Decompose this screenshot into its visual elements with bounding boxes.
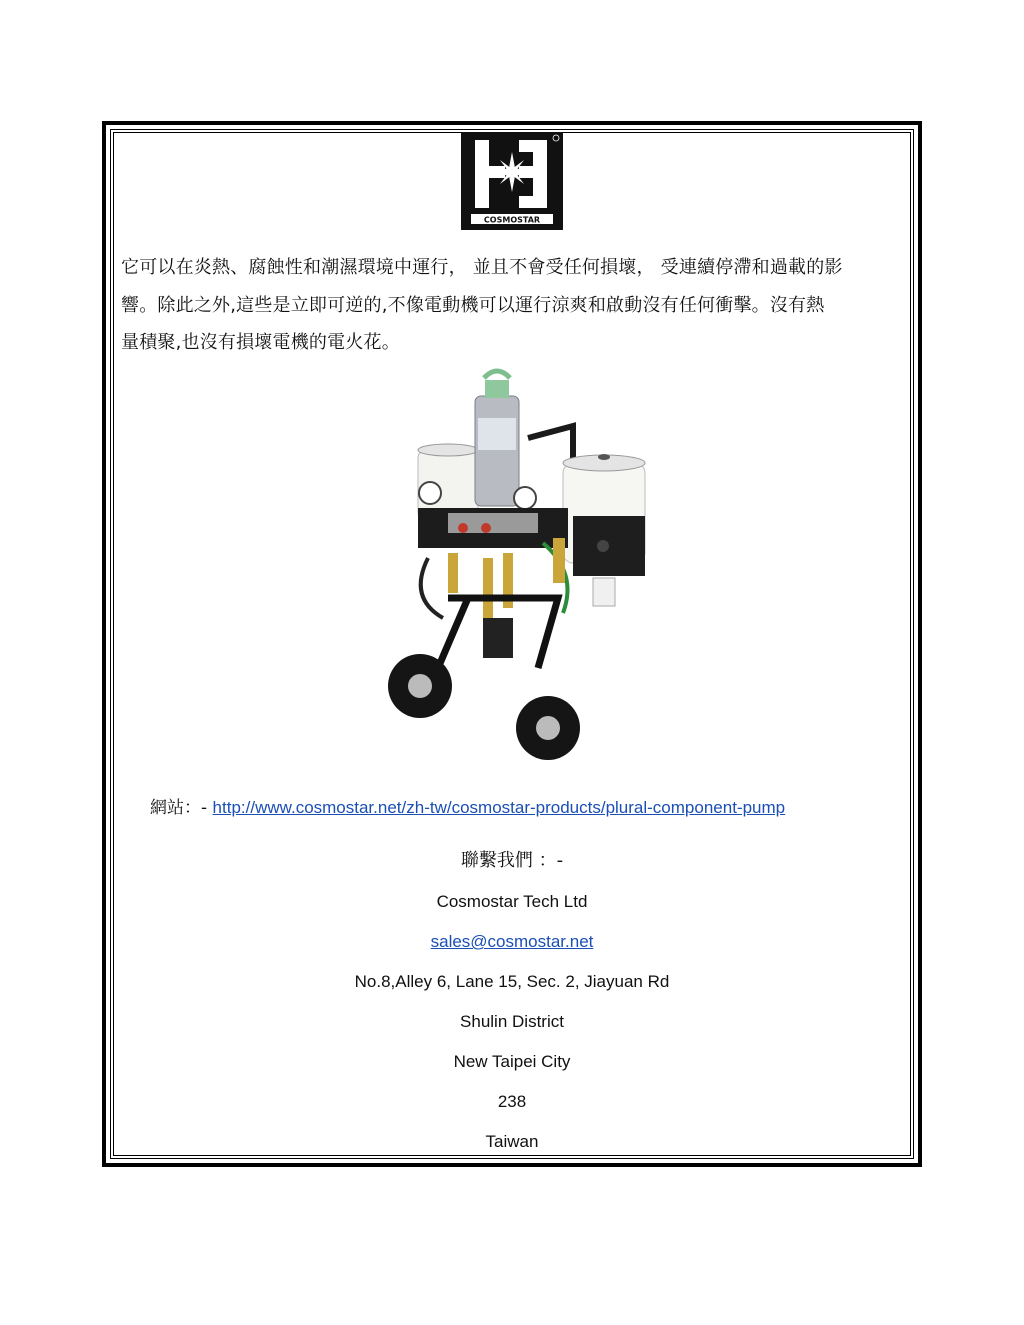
contact-heading: 聯繫我們 ：-: [460, 850, 564, 871]
email-link[interactable]: sales@cosmostar.net: [430, 932, 594, 951]
plural-component-pump-image: [388, 368, 658, 768]
cosmostar-logo: [461, 132, 563, 230]
address-line: No.8,Alley 6, Lane 15, Sec. 2, Jiayuan Rd: [354, 972, 670, 991]
email-line: [0, 932, 1024, 952]
description-paragraph: [121, 249, 906, 362]
website-link[interactable]: http://www.cosmostar.net/zh-tw/cosmostar-products/plural-component-pump: [212, 798, 786, 817]
city-line: New Taipei City: [453, 1052, 571, 1071]
website-label: 網站：: [150, 798, 201, 818]
district-line: Shulin District: [460, 1012, 564, 1031]
website-line: [150, 793, 785, 818]
description-line-2: 響。除此之外,這些是立即可逆的,不像電動機可以運行涼爽和啟動沒有任何衝擊。沒有熱: [121, 294, 825, 316]
description-line-1: 它可以在炎熱、腐蝕性和潮濕環境中運行， 並且不會受任何損壞， 受連續停滯和過載的影: [121, 257, 843, 278]
company-name: Cosmostar Tech Ltd: [436, 892, 588, 911]
description-line-3: 量積聚,也沒有損壞電機的電火花。: [121, 332, 400, 353]
postcode-line: 238: [497, 1092, 527, 1111]
logo-brand-text: COSMOSTAR: [483, 215, 541, 225]
country-line: Taiwan: [485, 1132, 539, 1151]
website-dash: -: [201, 798, 213, 818]
